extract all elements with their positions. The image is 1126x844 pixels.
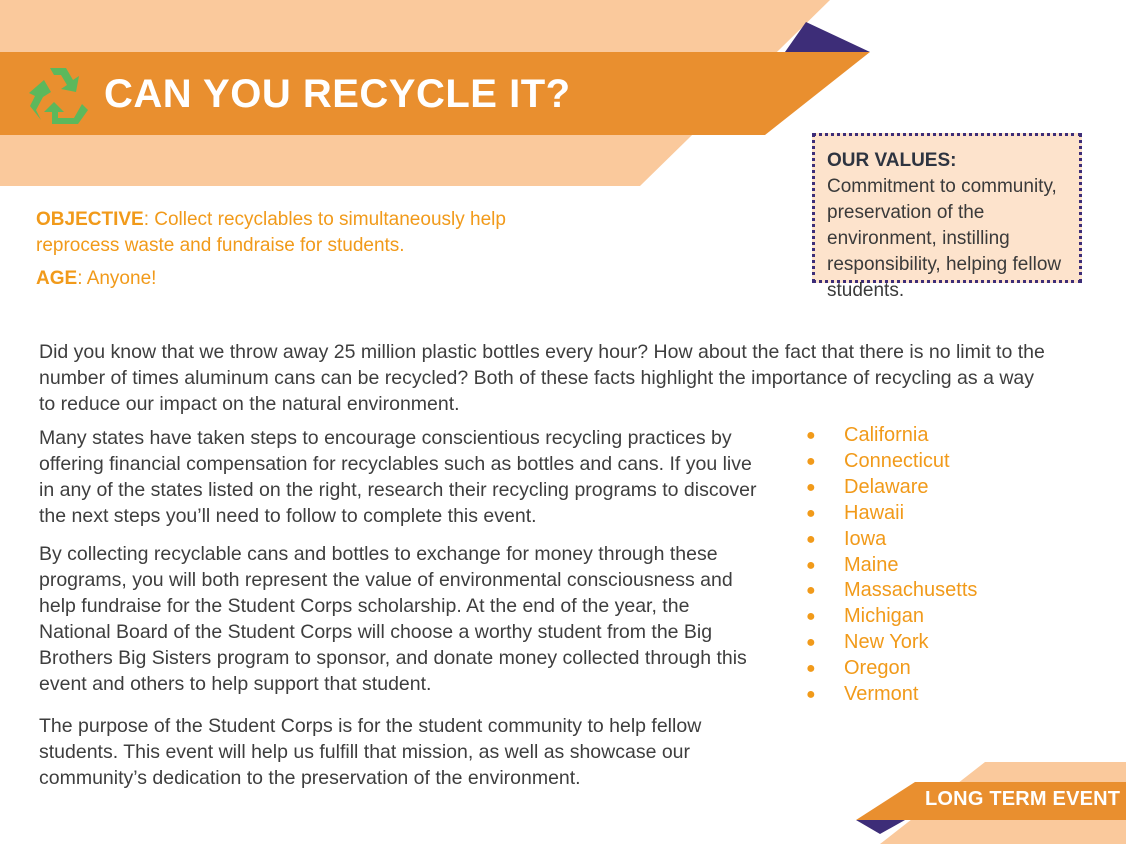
- recycle-icon: [26, 62, 90, 126]
- bullet-icon: ●: [806, 478, 816, 496]
- list-item: [806, 630, 977, 656]
- page-title: CAN YOU RECYCLE IT?: [104, 71, 571, 116]
- objective: [36, 207, 556, 259]
- our-values-text: Commitment to community, preservation of the environment, instilling responsibility, helping fellow students.: [827, 176, 1062, 301]
- bullet-icon: ●: [806, 582, 816, 600]
- list-item: [806, 682, 977, 708]
- state-name: California: [844, 424, 929, 446]
- list-item: [806, 578, 977, 604]
- our-values-box: [812, 133, 1082, 301]
- objective-text: : Collect recyclables to simultaneously help reprocess waste and fundraise for students.: [36, 209, 506, 256]
- bullet-icon: ●: [806, 634, 816, 652]
- bullet-icon: ●: [806, 686, 816, 704]
- list-item: [806, 449, 977, 475]
- header: [26, 60, 571, 128]
- list-item: [806, 604, 977, 630]
- state-name: Oregon: [844, 657, 911, 680]
- list-item: [806, 656, 977, 682]
- state-name: Iowa: [844, 527, 887, 550]
- state-name: Michigan: [844, 605, 925, 628]
- state-name: New York: [844, 631, 929, 654]
- state-name: Hawaii: [844, 501, 905, 524]
- long-term-event-badge: LONG TERM EVENT: [925, 788, 1121, 810]
- list-item: [806, 501, 977, 527]
- objective-label: OBJECTIVE: [36, 209, 144, 230]
- list-item: [806, 553, 977, 579]
- bullet-icon: ●: [806, 556, 816, 574]
- state-name: Vermont: [844, 683, 919, 706]
- bullet-icon: ●: [806, 452, 816, 470]
- list-item: [806, 527, 977, 553]
- our-values-label: OUR VALUES:: [827, 150, 957, 171]
- list-item: [806, 423, 977, 449]
- state-name: Connecticut: [844, 449, 950, 472]
- state-name: Maine: [844, 553, 899, 576]
- fundraise-paragraph: By collecting recyclable cans and bottles to exchange for money through these programs, you will both represent the value of environmental consciousness and help fundraise for the Student Corps scholarship. At the end of the year, the National Board of the Student Corps will choose a worthy student from the Big Brothers Big Sisters program to sponsor, and donate money collected through this event and others to help support that student.: [39, 543, 747, 695]
- states-list: [806, 423, 977, 708]
- bullet-icon: ●: [806, 660, 816, 678]
- bullet-icon: ●: [806, 504, 816, 522]
- bullet-icon: ●: [806, 608, 816, 626]
- age-text: : Anyone!: [77, 268, 157, 289]
- purpose-paragraph: The purpose of the Student Corps is for the student community to help fellow students. This event will help us fulfill that mission, as well as showcase our community’s dedication to the preservation of the environment.: [39, 715, 702, 789]
- state-name: Massachusetts: [844, 579, 978, 602]
- intro-paragraph: Did you know that we throw away 25 million plastic bottles every hour? How about the fact that there is no limit to the number of times aluminum cans can be recycled? Both of these facts highlight the importance of recycling as a way to reduce our impact on the natural environment.: [39, 341, 1045, 415]
- states-paragraph: Many states have taken steps to encourage conscientious recycling practices by offering financial compensation for recyclables such as bottles and cans. If you live in any of the states listed on the right, research their recycling programs to discover the next steps you’ll need to follow to complete this event.: [39, 427, 757, 527]
- state-name: Delaware: [844, 475, 929, 498]
- age-label: AGE: [36, 268, 78, 289]
- age: [36, 268, 156, 290]
- bullet-icon: ●: [806, 427, 816, 444]
- bullet-icon: ●: [806, 530, 816, 548]
- list-item: [806, 475, 977, 501]
